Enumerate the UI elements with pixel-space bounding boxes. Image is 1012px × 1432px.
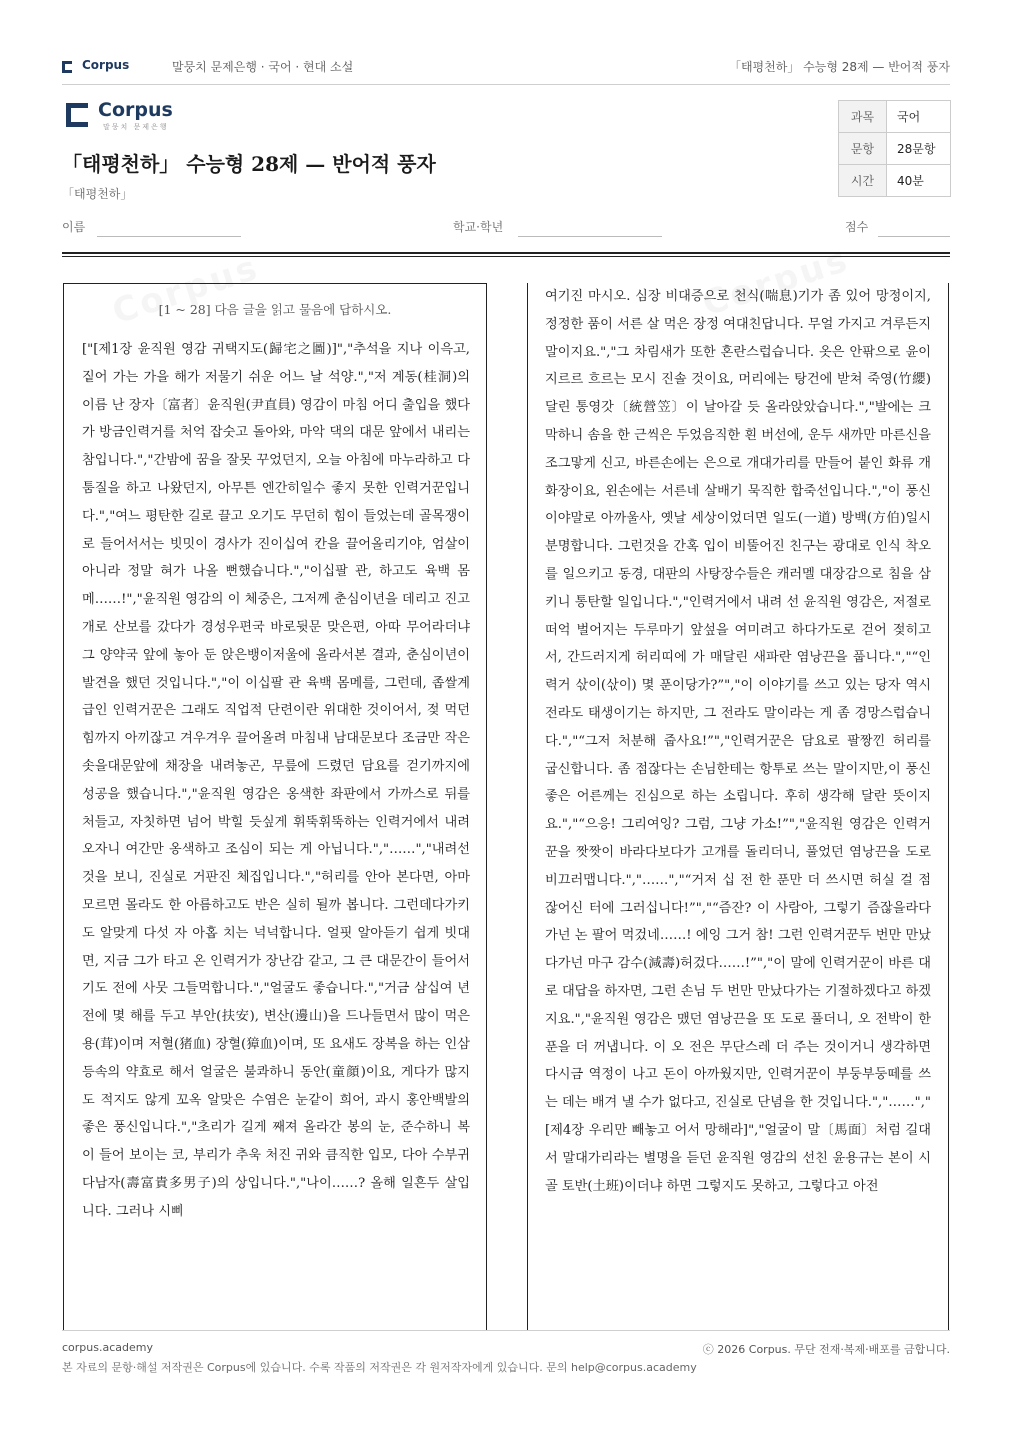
- school-field-label: 학교·학년: [453, 220, 504, 234]
- instruction: [1 ~ 28] 다음 글을 읽고 물음에 답하시오.: [158, 302, 392, 317]
- score-field-label: 점수: [845, 220, 869, 234]
- score-field[interactable]: [878, 236, 950, 237]
- footer-site-link[interactable]: corpus.academy: [62, 1341, 153, 1354]
- passage-column-2: 여기진 마시오. 심장 비대증으로 천식(喘息)기가 좀 있어 망정이지, 정정한 품이 서른 살 먹은 장정 여대친답니다. 무얼 가지고 겨루든지 말이지요.","그 차림새가 또한 혼란스럽습니다. 옷은 안팎으로 윤이 지르르 흐르는 모시 진솔 것이요, 머리에는 탕건에 받쳐 죽영(竹纓) 달린 통영갓〔統營笠〕이 날아갈 듯 올라앉았습니다.","발에는 크막하니 솜을 한 근씩은 두었음직한 흰 버선에, 운두 새까만 마른신을 조그맣게 신고, 바른손에는 은으로 개대가리를 만들어 붙인 화류 개화장이요, 왼손에는 서른네 살배기 묵직한 합죽선입니다.","이 풍신 이야말로 아까울사, 옛날 세상이었더면 일도(一道) 방백(方伯)일시 분명합니다. 그런것을 간혹 입이 비뚤어진 친구는 광대로 인식 착오를 일으키고 동경, 대판의 사탕장수들은 캐러멜 대장감으로 침을 삼키니 통탄할 일입니다.","인력거에서 내려 선 윤직원 영감은, 저절로 떠억 벌어지는 두루마기 앞섶을 여미려고 하다가도로 걷어 젖히고서, 간드러지게 허리띠에 가 매달린 새파란 염낭끈을 풉니다.","“인력거 삯이(삯이) 몇 푼이당가?”","이 이야기를 쓰고 있는 당자 역시 전라도 태생이기는 하지만, 그 전라도 말이라는 게 좀 경망스럽습니다.","“그저 처분해 줍사요!”","인력거꾼은 담요로 팔짱낀 허리를 굽신합니다. 좀 점잖다는 손님한테는 항투로 쓰는 말이지만,이 풍신 좋은 어른께는 진심으로 하는 소립니다. 후히 생각해 달란 뜻이지요.","“으응! 그리여잉? 그럼, 그냥 가소!”","윤직원 영감은 인력거꾼을 짯짯이 바라다보다가 고개를 돌리더니, 풀었던 염낭끈을 도로 비끄러맵니다.","……","“거저 십 전 한 푼만 더 쓰시면 허실 걸 점잖어신 터에 그러십니다!”","“즘잔? 이 사람아, 그렇기 즘잖을라다가넌 논 팔어 먹겄네……! 에잉 그거 참! 그런 인력거꾼두 번만 만났다가넌 마구 감수(減壽)허겄다……!”","이 말에 인력거꾼이 바른 대로 대답을 하자면, 그런 손님 두 번만 만났다가는 기절하겠다고 하겠지요.","윤직원 영감은 맸던 염낭끈을 또 도로 풀더니, 오 전박이 한 푼을 더 꺼냅니다. 이 오 전은 무단스레 더 주는 것이거니 생각하면 다시금 역정이 나고 돈이 아까웠지만, 인력거꾼이 부둥부둥떼를 쓰는 데는 배겨 낼 수가 없다고, 진실로 단념을 한 것입니다.","……","[제4장 우리만 빼놓고 어서 망해라]","얼굴이 말〔馬面〕처럼 길대서 말대가리라는 별명을 듣던 윤직원 영감의 선친 윤용규는 본이 시골 토반(土班)이더냐 하면 그렇지도 못하고, 그렇다고 아전: [545, 289, 931, 1194]
- info-value: 28문항: [887, 133, 951, 165]
- breadcrumb: 말뭉치 문제은행 · 국어 · 현대 소설: [172, 60, 354, 74]
- top-divider: [62, 84, 950, 85]
- passage-column-1: ["[제1장 윤직원 영감 귀택지도(歸宅之圖)]","추석을 지나 이윽고, 짙어 가는 가을 해가 저물기 쉬운 어느 날 석양.","저 계동(桂洞)의 이름 난 장자〔富者〕윤직원(尹直員) 영감이 마침 어디 출입을 했다가 방금인력거를 처억 잡숫고 돌아와, 마악 댁의 대문 앞에서 내리는 참입니다.","간밤에 꿈을 잘못 꾸었던지, 오늘 아침에 마누라하고 다툼질을 하고 나왔던지, 아무튼 엔간히일수 좋지 못한 인력거꾼입니다.","여느 평탄한 길로 끌고 오기도 무던히 힘이 들었는데 골목쟁이로 들어서서는 빗밋이 경사가 진이십여 칸을 끌어올리기야, 엄살이 아니라 정말 혀가 나올 뻔했습니다.","이십팔 관, 하고도 육백 몸메……!","윤직원 영감의 이 체중은, 그저께 춘심이년을 데리고 진고개로 산보를 갔다가 경성우편국 바로뒷문 맞은편, 아따 무어라더냐 그 양약국 앞에 놓아 둔 앉은뱅이저울에 올라서본 결과, 춘심이년이 발견을 했던 것입니다.","이 이십팔 관 육백 몸메를, 그런데, 좁쌀계급인 인력거꾼은 그래도 직업적 단련이란 위대한 것이어서, 젖 먹던 힘까지 아끼잖고 겨우겨우 끌어올려 마침내 남대문보다 조금만 작은 솟을대문앞에 채장을 내려놓곤, 무릎에 드렸던 담요를 걷기까지에 성공을 했습니다.","윤직원 영감은 옹색한 좌판에서 가까스로 뒤를 처들고, 자칫하면 넘어 박힐 듯싶게 휘뚝휘뚝하는 인력거에서 내려오자니 여간만 옹색하고 조심이 되는 게 아닙니다.","……","내려선 것을 보니, 진실로 거판진 체집입니다.","허리를 안아 본다면, 아마 모르면 몰라도 한 아름하고도 반은 실히 될까 봅니다. 그런데다가키도 알맞게 다섯 자 아홉 치는 넉넉합니다. 얼핏 알아듣기 쉽게 빗대면, 지금 그가 타고 온 인력거가 장난감 같고, 그 큰 대문간이 들어서기도 전에 사뭇 그들먹합니다.","얼굴도 좋습니다.","거금 삼십여 년 전에 몇 해를 두고 부안(扶安), 변산(邊山)을 드나들면서 많이 먹은 용(茸)이며 저혈(猪血) 장혈(獐血)이며, 또 요새도 장복을 하는 인삼 등속의 약효로 해서 얼굴은 불콰하니 동안(童顔)이요, 게다가 많지도 적지도 않게 꼬옥 알맞은 수염은 눈같이 희어, 과시 홍안백발의 좋은 풍신입니다.","초리가 길게 째져 올라간 봉의 눈, 준수하니 복이 들어 보이는 코, 부리가 추욱 처진 귀와 큼직한 입모, 다아 수부귀다남자(壽富貴多男子)의 상입니다.","나이……? 올해 일흔두 살입니다. 그러나 시삐: [82, 342, 470, 1219]
- info-label: 과목: [839, 101, 887, 133]
- name-field-label: 이름: [62, 220, 86, 234]
- page-title: 「태평천하」 수능형 28제 — 반어적 풍자: [62, 152, 436, 176]
- info-row-subject: [839, 101, 951, 133]
- logo-name: Corpus: [98, 99, 173, 121]
- footer-divider: [62, 1330, 950, 1331]
- name-field[interactable]: [97, 236, 241, 237]
- top-bar: [62, 58, 950, 80]
- corpus-logo-icon: [62, 61, 72, 73]
- logo-icon: [66, 103, 88, 127]
- info-row-items: [839, 133, 951, 165]
- footer-copyright: ⓒ 2026 Corpus. 무단 전재·복제·배포를 금합니다.: [702, 1343, 950, 1356]
- school-field[interactable]: [518, 236, 662, 237]
- exam-info-table: [838, 100, 951, 197]
- logo-tagline: 말뭉치 문제은행: [103, 123, 169, 131]
- info-row-time: [839, 165, 951, 197]
- column-rule: [527, 283, 528, 1330]
- info-label: 시간: [839, 165, 887, 197]
- info-value: 40분: [887, 165, 951, 197]
- running-title: 「태평천하」 수능형 28제 — 반어적 풍자: [728, 60, 950, 74]
- info-value: 국어: [887, 101, 951, 133]
- footer-note: 본 자료의 문항·해설 저작권은 Corpus에 있습니다. 수록 작품의 저작권은 각 원저작자에게 있습니다. 문의 help@corpus.academy: [62, 1361, 697, 1374]
- top-brand: Corpus: [82, 58, 130, 72]
- column-rule: [948, 283, 949, 1330]
- info-label: 문항: [839, 133, 887, 165]
- page-subtitle: 「태평천하」: [62, 187, 133, 201]
